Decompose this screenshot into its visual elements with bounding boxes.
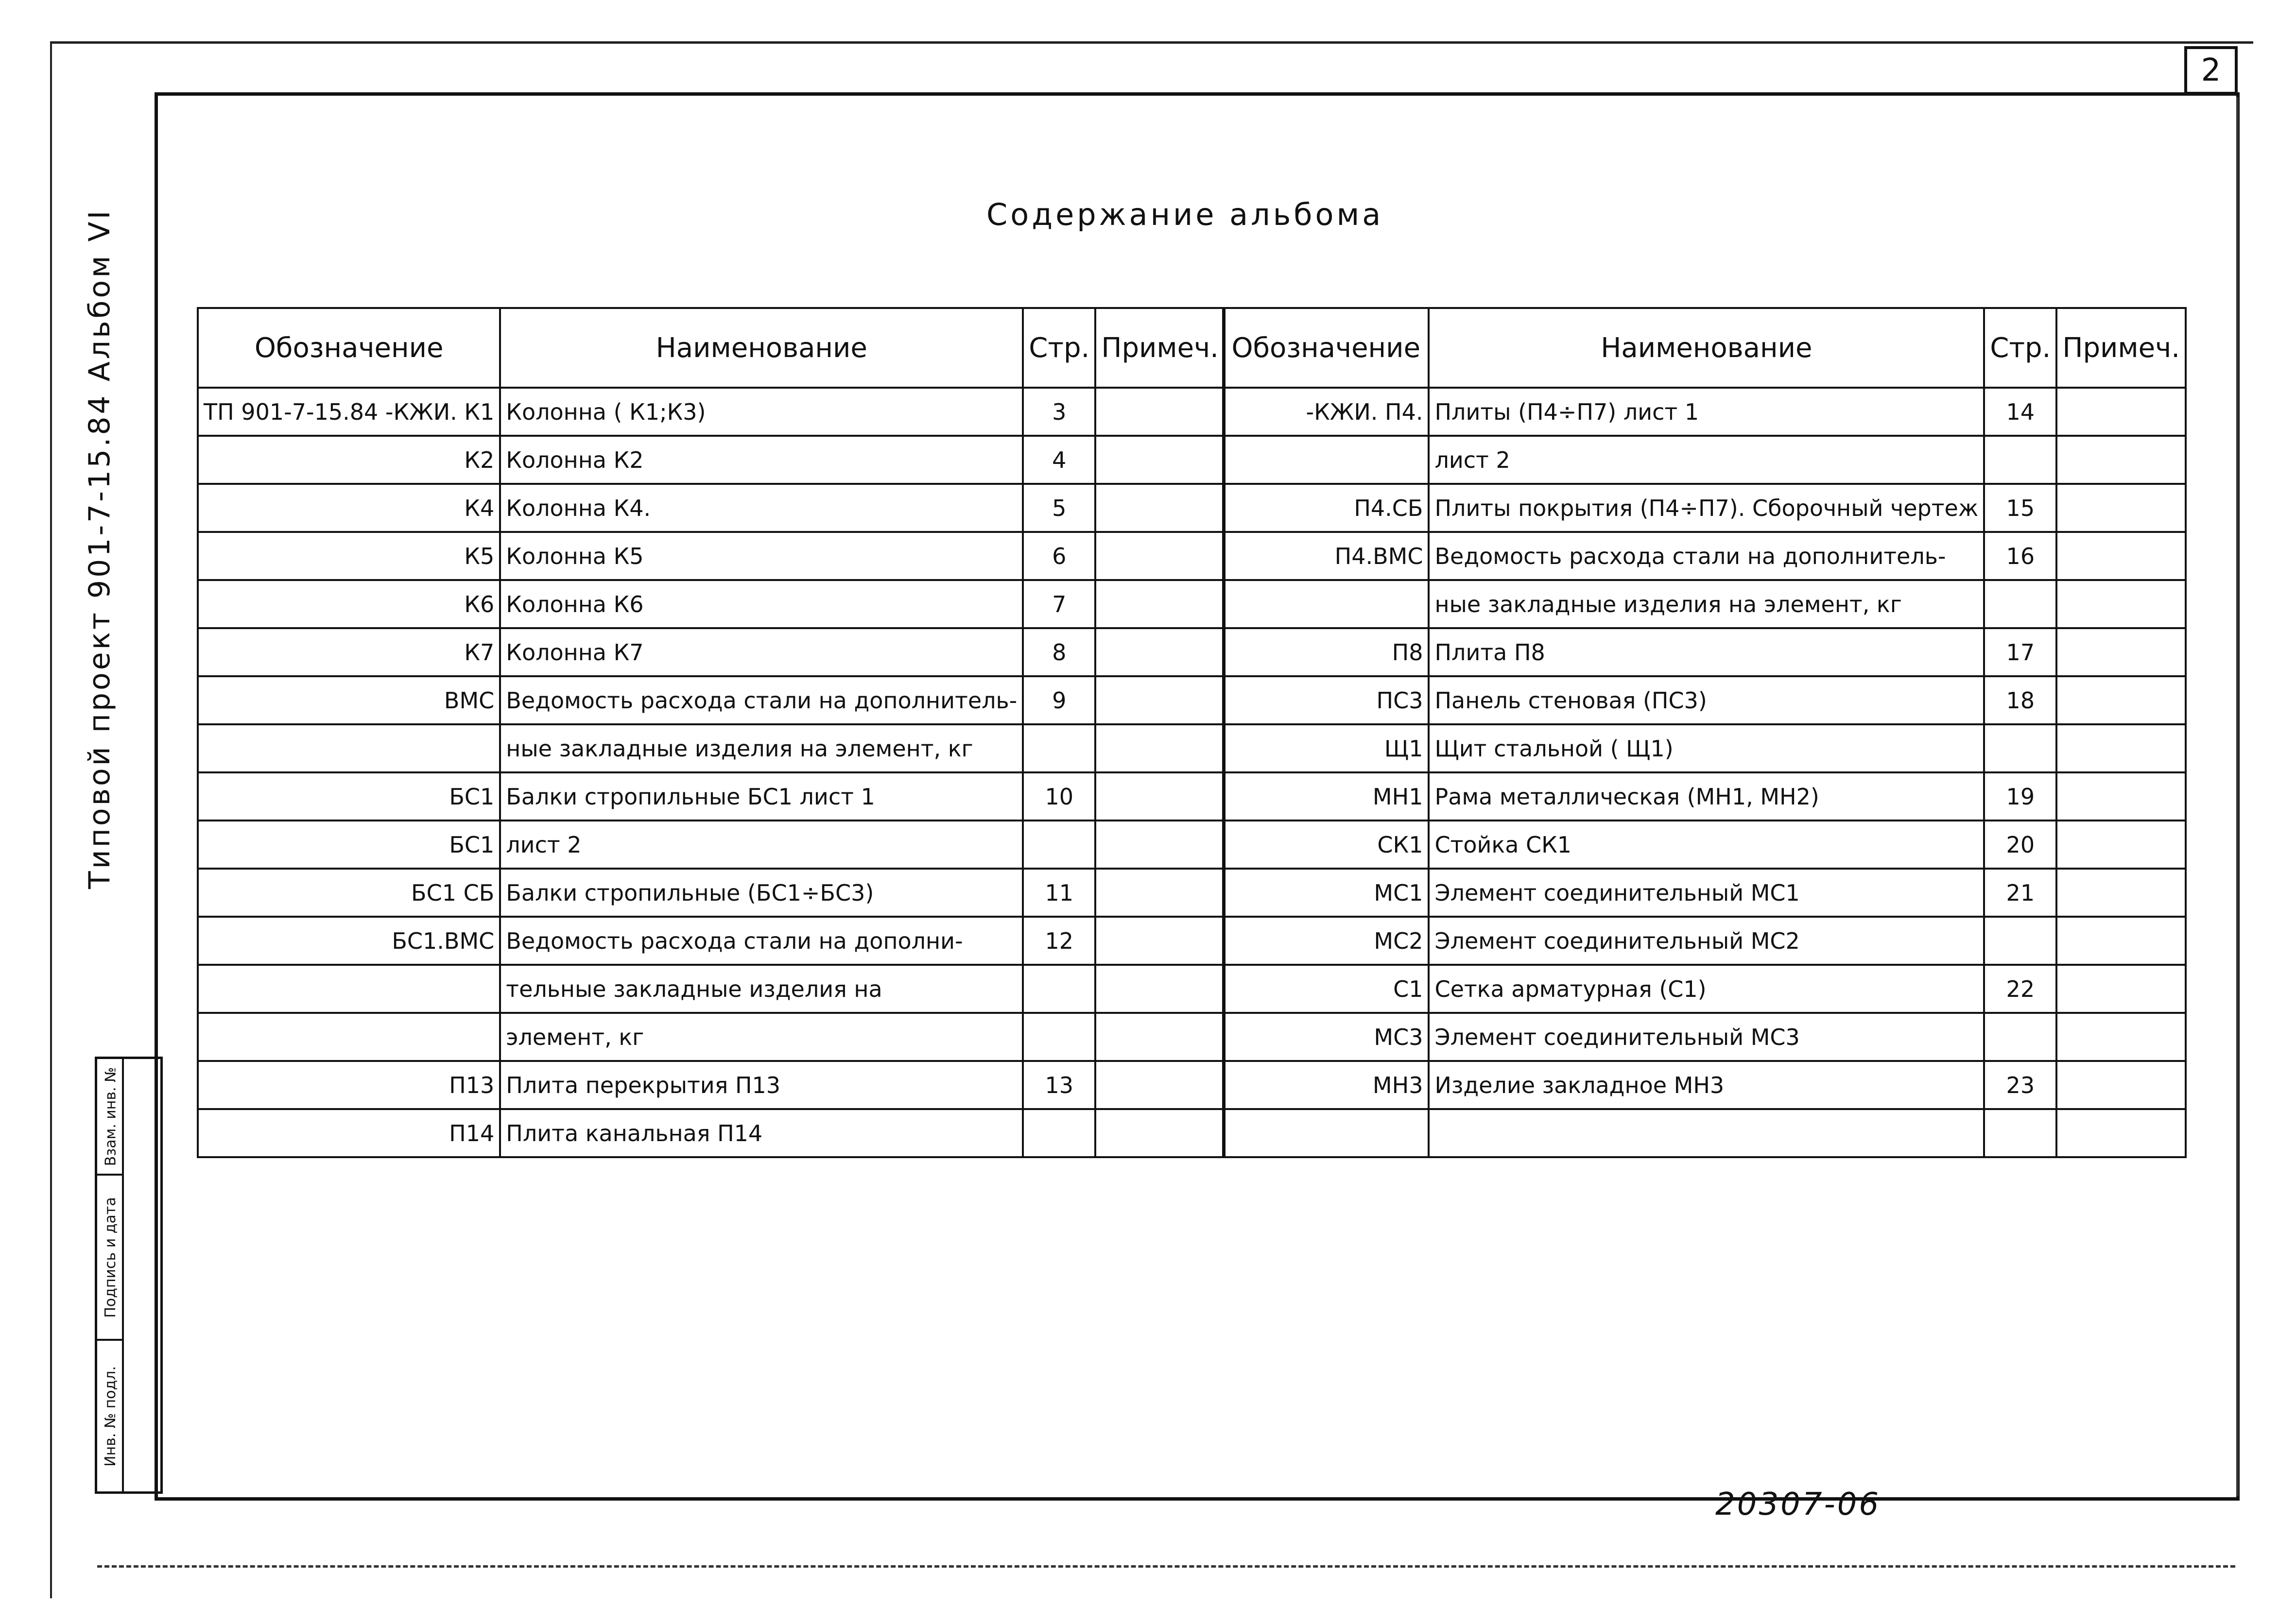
designation-cell: ТП 901-7-15.84 -КЖИ. К1 xyxy=(198,388,500,436)
note-cell xyxy=(1095,772,1225,821)
note-cell xyxy=(2056,724,2186,772)
note-cell xyxy=(2056,869,2186,917)
designation-cell: -КЖИ. П4. xyxy=(1223,388,1429,436)
table-row xyxy=(1223,772,2186,821)
bottom-dash-line xyxy=(97,1565,2235,1568)
table-row xyxy=(1223,676,2186,724)
name-cell: Ведомость расхода стали на дополнитель- xyxy=(1429,532,1984,580)
contents-table-right xyxy=(1222,307,2187,1158)
page-cell: 13 xyxy=(1023,1061,1095,1109)
stamp-cell-signature: Подпись и дата xyxy=(97,1176,124,1341)
note-cell xyxy=(1095,821,1225,869)
name-cell: Колонна К2 xyxy=(500,436,1023,484)
note-cell xyxy=(1095,1013,1225,1061)
designation-cell: ВМС xyxy=(198,676,500,724)
page-cell: 17 xyxy=(1984,628,2056,676)
note-cell xyxy=(2056,484,2186,532)
note-cell xyxy=(1095,917,1225,965)
note-cell xyxy=(1095,676,1225,724)
table-row xyxy=(198,388,1225,436)
page-cell: 4 xyxy=(1023,436,1095,484)
note-cell xyxy=(1095,628,1225,676)
designation-cell: МС2 xyxy=(1223,917,1429,965)
designation-cell: К4 xyxy=(198,484,500,532)
designation-cell: П8 xyxy=(1223,628,1429,676)
page-cell: 22 xyxy=(1984,965,2056,1013)
name-cell: Плиты (П4÷П7) лист 1 xyxy=(1429,388,1984,436)
table-row xyxy=(198,965,1225,1013)
note-cell xyxy=(1095,532,1225,580)
header-page: Стр. xyxy=(1023,308,1095,388)
note-cell xyxy=(1095,388,1225,436)
name-cell xyxy=(1429,1109,1984,1157)
note-cell xyxy=(2056,772,2186,821)
note-cell xyxy=(2056,436,2186,484)
table-row xyxy=(1223,1109,2186,1157)
name-cell: Колонна К6 xyxy=(500,580,1023,628)
page-cell xyxy=(1023,724,1095,772)
header-name: Наименование xyxy=(500,308,1023,388)
page-cell: 7 xyxy=(1023,580,1095,628)
note-cell xyxy=(1095,1061,1225,1109)
table-row xyxy=(198,1061,1225,1109)
page-cell: 11 xyxy=(1023,869,1095,917)
page-cell: 23 xyxy=(1984,1061,2056,1109)
stamp-cell-inventory: Инв. № подл. xyxy=(102,1366,119,1467)
page-cell: 16 xyxy=(1984,532,2056,580)
name-cell: Плита канальная П14 xyxy=(500,1109,1023,1157)
name-cell: Плита П8 xyxy=(1429,628,1984,676)
note-cell xyxy=(2056,532,2186,580)
name-cell: элемент, кг xyxy=(500,1013,1023,1061)
name-cell: Балки стропильные (БС1÷БС3) xyxy=(500,869,1023,917)
name-cell: тельные закладные изделия на xyxy=(500,965,1023,1013)
designation-cell: П4.СБ xyxy=(1223,484,1429,532)
header-name: Наименование xyxy=(1429,308,1984,388)
name-cell: Плита перекрытия П13 xyxy=(500,1061,1023,1109)
note-cell xyxy=(1095,1109,1225,1157)
name-cell: Панель стеновая (ПС3) xyxy=(1429,676,1984,724)
page-cell: 3 xyxy=(1023,388,1095,436)
note-cell xyxy=(1095,484,1225,532)
designation-cell xyxy=(1223,580,1429,628)
note-cell xyxy=(2056,628,2186,676)
name-cell: Ведомость расхода стали на дополни- xyxy=(500,917,1023,965)
note-cell xyxy=(1095,869,1225,917)
designation-cell: К5 xyxy=(198,532,500,580)
designation-cell: П4.ВМС xyxy=(1223,532,1429,580)
note-cell xyxy=(2056,1013,2186,1061)
note-cell xyxy=(2056,1061,2186,1109)
table-row xyxy=(1223,388,2186,436)
table-row xyxy=(1223,821,2186,869)
name-cell: Щит стальной ( Щ1) xyxy=(1429,724,1984,772)
designation-cell xyxy=(198,965,500,1013)
note-cell xyxy=(1095,965,1225,1013)
note-cell xyxy=(2056,1109,2186,1157)
page-cell xyxy=(1984,917,2056,965)
table-row xyxy=(1223,965,2186,1013)
table-row xyxy=(1223,869,2186,917)
page-cell xyxy=(1023,1013,1095,1061)
side-label: Типовой проект 901-7-15.84 Альбом VI xyxy=(83,208,117,889)
designation-cell xyxy=(198,1013,500,1061)
name-cell: Элемент соединительный МС1 xyxy=(1429,869,1984,917)
designation-cell: МС1 xyxy=(1223,869,1429,917)
note-cell xyxy=(1095,436,1225,484)
page-cell: 8 xyxy=(1023,628,1095,676)
designation-cell: С1 xyxy=(1223,965,1429,1013)
contents-table-left xyxy=(197,307,1226,1158)
name-cell: Балки стропильные БС1 лист 1 xyxy=(500,772,1023,821)
name-cell: Колонна К5 xyxy=(500,532,1023,580)
table-row xyxy=(1223,917,2186,965)
table-row xyxy=(198,772,1225,821)
table-row xyxy=(198,917,1225,965)
table-row xyxy=(1223,532,2186,580)
designation-cell: К2 xyxy=(198,436,500,484)
header-note: Примеч. xyxy=(2056,308,2186,388)
page-cell xyxy=(1984,724,2056,772)
name-cell: Колонна К7 xyxy=(500,628,1023,676)
name-cell: Стойка СК1 xyxy=(1429,821,1984,869)
sheet-number: 2 xyxy=(2184,46,2238,95)
page-cell: 6 xyxy=(1023,532,1095,580)
table-row xyxy=(1223,484,2186,532)
page-cell: 15 xyxy=(1984,484,2056,532)
note-cell xyxy=(2056,676,2186,724)
note-cell xyxy=(2056,388,2186,436)
page-cell: 20 xyxy=(1984,821,2056,869)
table-row xyxy=(198,484,1225,532)
name-cell: Ведомость расхода стали на дополнитель- xyxy=(500,676,1023,724)
note-cell xyxy=(1095,724,1225,772)
page-cell: 14 xyxy=(1984,388,2056,436)
note-cell xyxy=(2056,821,2186,869)
name-cell: Элемент соединительный МС2 xyxy=(1429,917,1984,965)
header-designation: Обозначение xyxy=(1223,308,1429,388)
designation-cell: МН1 xyxy=(1223,772,1429,821)
approval-stamp xyxy=(95,1057,163,1494)
designation-cell: БС1 xyxy=(198,821,500,869)
page-cell xyxy=(1984,580,2056,628)
header-designation: Обозначение xyxy=(198,308,500,388)
note-cell xyxy=(2056,917,2186,965)
page-cell xyxy=(1984,436,2056,484)
designation-cell: К6 xyxy=(198,580,500,628)
right-edge-line xyxy=(2236,97,2239,1496)
page-cell: 10 xyxy=(1023,772,1095,821)
page-cell: 19 xyxy=(1984,772,2056,821)
table-row xyxy=(1223,628,2186,676)
header-page: Стр. xyxy=(1984,308,2056,388)
table-row xyxy=(198,580,1225,628)
designation-cell xyxy=(198,724,500,772)
page-cell: 18 xyxy=(1984,676,2056,724)
table-row xyxy=(198,724,1225,772)
designation-cell: П14 xyxy=(198,1109,500,1157)
page-cell xyxy=(1984,1109,2056,1157)
designation-cell: МС3 xyxy=(1223,1013,1429,1061)
name-cell: ные закладные изделия на элемент, кг xyxy=(500,724,1023,772)
designation-cell: ПС3 xyxy=(1223,676,1429,724)
table-row xyxy=(198,436,1225,484)
name-cell: Колонна К4. xyxy=(500,484,1023,532)
designation-cell: Щ1 xyxy=(1223,724,1429,772)
table-row xyxy=(198,1109,1225,1157)
table-row xyxy=(1223,1013,2186,1061)
designation-cell xyxy=(1223,1109,1429,1157)
document-title: Содержание альбома xyxy=(986,197,1384,232)
name-cell: Рама металлическая (МН1, МН2) xyxy=(1429,772,1984,821)
table-header xyxy=(198,308,1225,388)
page-cell: 9 xyxy=(1023,676,1095,724)
page-cell xyxy=(1023,1109,1095,1157)
name-cell: Колонна ( К1;К3) xyxy=(500,388,1023,436)
note-cell xyxy=(2056,965,2186,1013)
table-row xyxy=(198,628,1225,676)
table-row xyxy=(1223,580,2186,628)
name-cell: лист 2 xyxy=(500,821,1023,869)
page-cell xyxy=(1023,821,1095,869)
drawing-code: 20307-06 xyxy=(1715,1487,1881,1522)
name-cell: Элемент соединительный МС3 xyxy=(1429,1013,1984,1061)
note-cell xyxy=(2056,580,2186,628)
page-cell xyxy=(1984,1013,2056,1061)
stamp-labels xyxy=(97,1059,124,1491)
table-row xyxy=(198,1013,1225,1061)
designation-cell: БС1 СБ xyxy=(198,869,500,917)
designation-cell xyxy=(1223,436,1429,484)
note-cell xyxy=(1095,580,1225,628)
designation-cell: МН3 xyxy=(1223,1061,1429,1109)
page-cell: 21 xyxy=(1984,869,2056,917)
name-cell: Плиты покрытия (П4÷П7). Сборочный чертеж xyxy=(1429,484,1984,532)
designation-cell: К7 xyxy=(198,628,500,676)
table-header xyxy=(1223,308,2186,388)
table-row xyxy=(1223,724,2186,772)
page-cell: 5 xyxy=(1023,484,1095,532)
page-cell: 12 xyxy=(1023,917,1095,965)
header-note: Примеч. xyxy=(1095,308,1225,388)
table-row xyxy=(198,869,1225,917)
table-row xyxy=(1223,1061,2186,1109)
name-cell: ные закладные изделия на элемент, кг xyxy=(1429,580,1984,628)
table-row xyxy=(198,676,1225,724)
page-cell xyxy=(1023,965,1095,1013)
table-row xyxy=(198,532,1225,580)
designation-cell: СК1 xyxy=(1223,821,1429,869)
name-cell: лист 2 xyxy=(1429,436,1984,484)
designation-cell: БС1 xyxy=(198,772,500,821)
table-row xyxy=(1223,436,2186,484)
name-cell: Изделие закладное МН3 xyxy=(1429,1061,1984,1109)
stamp-cell-replace: Взам. инв. № xyxy=(97,1059,124,1176)
name-cell: Сетка арматурная (С1) xyxy=(1429,965,1984,1013)
designation-cell: П13 xyxy=(198,1061,500,1109)
table-row xyxy=(198,821,1225,869)
designation-cell: БС1.ВМС xyxy=(198,917,500,965)
